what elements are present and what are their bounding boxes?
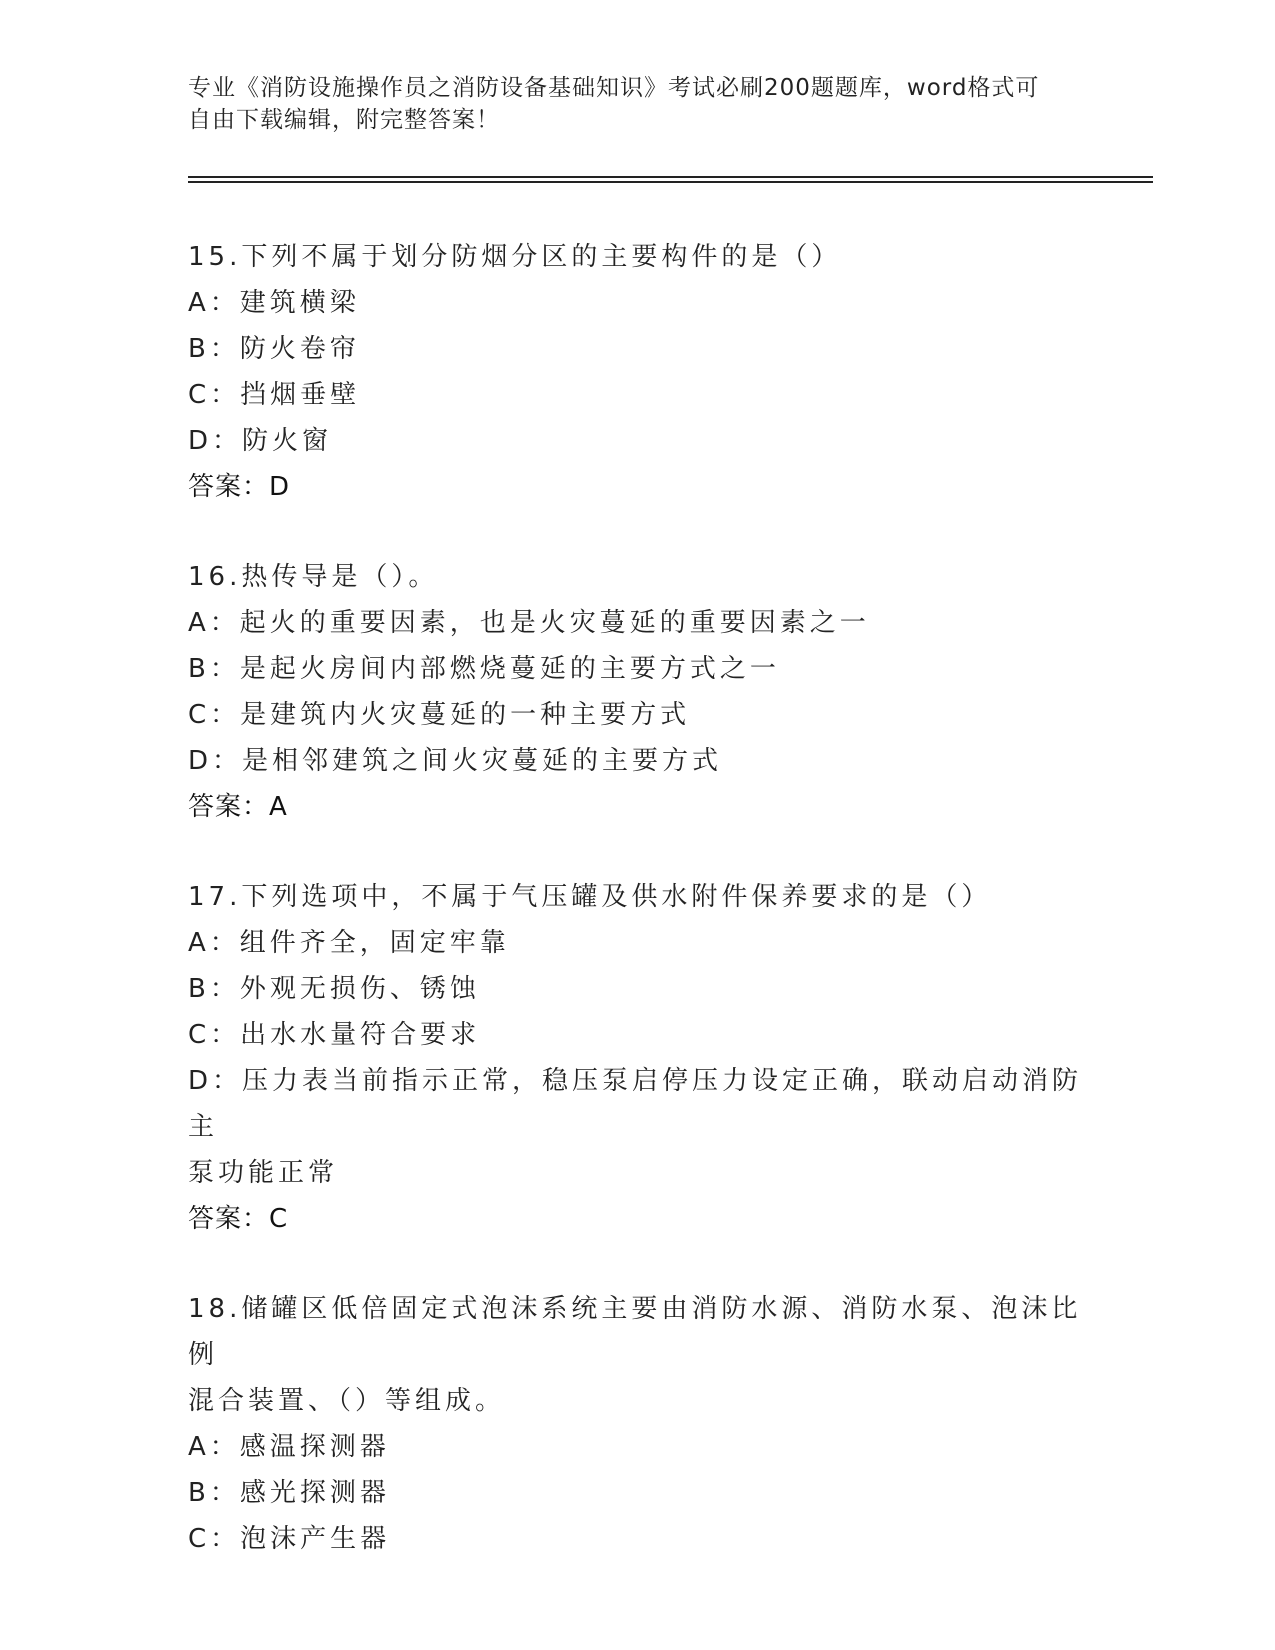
question-stem: 15.下列不属于划分防烟分区的主要构件的是（） [188,242,842,272]
header-line-1: 专业《消防设施操作员之消防设备基础知识》考试必刷200题题库，word格式可 [188,75,1040,101]
option-c: C：挡烟垂壁 [188,380,361,410]
option-b: B：感光探测器 [188,1478,390,1508]
document-header [188,72,1088,136]
option-c: C：出水水量符合要求 [188,1020,481,1050]
question-15 [188,234,1088,510]
answer-line: 答案：D [188,472,291,502]
answer-line: 答案：C [188,1204,289,1234]
question-stem: 17.下列选项中，不属于气压罐及供水附件保养要求的是（） [188,882,992,912]
question-stem-continued: 混合装置、（）等组成。 [188,1386,506,1416]
answer-line: 答案：A [188,792,288,822]
option-a: A：组件齐全，固定牢靠 [188,928,510,958]
option-c: C：泡沫产生器 [188,1524,391,1554]
question-17 [188,874,1088,1242]
question-stem: 16.热传导是（）。 [188,562,439,592]
option-d: D：压力表当前指示正常，稳压泵启停压力设定正确，联动启动消防主 [188,1066,1083,1142]
header-divider [188,176,1153,183]
option-c: C：是建筑内火灾蔓延的一种主要方式 [188,700,691,730]
option-a: A：建筑横梁 [188,288,360,318]
question-list [188,234,1088,1606]
option-d: D：防火窗 [188,426,333,456]
option-d: D：是相邻建筑之间火灾蔓延的主要方式 [188,746,723,776]
option-a: A：起火的重要因素，也是火灾蔓延的重要因素之一 [188,608,870,638]
option-b: B：是起火房间内部燃烧蔓延的主要方式之一 [188,654,780,684]
header-line-2: 自由下载编辑，附完整答案！ [188,107,500,133]
question-18 [188,1286,1088,1562]
option-b: B：防火卷帘 [188,334,360,364]
option-a: A：感温探测器 [188,1432,390,1462]
option-d-continued: 泵功能正常 [188,1158,339,1188]
option-b: B：外观无损伤、锈蚀 [188,974,480,1004]
question-16 [188,554,1088,830]
question-stem: 18.储罐区低倍固定式泡沫系统主要由消防水源、消防水泵、泡沫比例 [188,1294,1082,1370]
